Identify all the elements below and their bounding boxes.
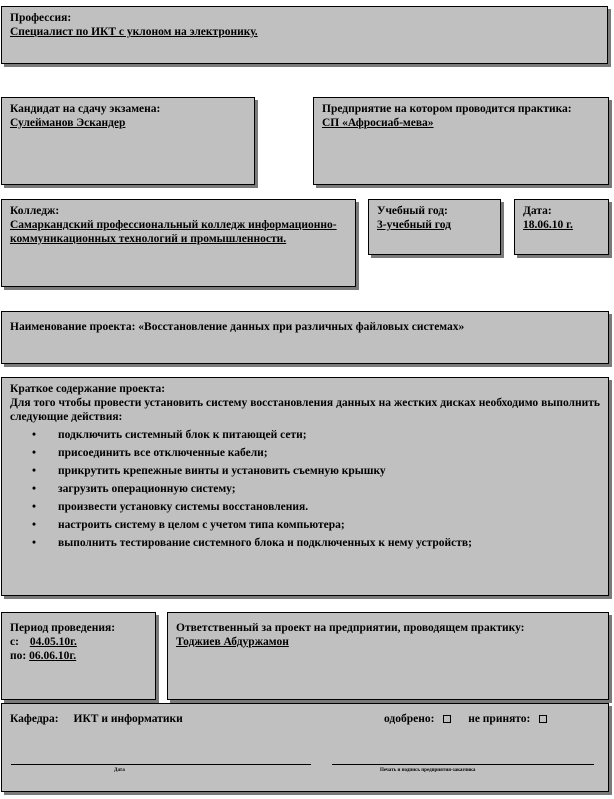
department-box [1, 703, 609, 792]
college-box [1, 199, 356, 287]
date-signature-line [11, 764, 311, 765]
candidate-value: Сулейманов Эскандер [10, 117, 126, 129]
responsible-value: Тоджиев Абдуржамон [176, 636, 289, 648]
approval-group [384, 712, 547, 726]
enterprise-label: Предприятие на котором проводится практика: [322, 103, 572, 115]
rejected-checkbox[interactable] [539, 715, 547, 723]
profession-box [1, 6, 608, 64]
summary-label: Краткое содержание проекта: [10, 383, 166, 395]
list-item: • произвести установку системы восстановления. [58, 498, 600, 516]
department-label: Кафедра: [10, 713, 59, 725]
date-value: 18.06.10 г. [523, 219, 573, 231]
college-value: Самаркандский профессиональный колледж информационно-коммуникационных технологий и промышленности. [10, 219, 337, 245]
academic-year-value: 3-учебный год [377, 219, 451, 231]
period-label: Период проведения: [10, 622, 116, 634]
list-item: • прикрутить крепежные винты и установить съемную крышку [58, 462, 600, 480]
period-box [1, 612, 156, 700]
project-name-box [1, 311, 609, 364]
date-label: Дата: [523, 205, 552, 217]
summary-list [10, 426, 600, 552]
approved-label: одобрено: [384, 713, 435, 725]
profession-label: Профессия: [10, 12, 72, 24]
project-name-label: Наименование проекта: [10, 321, 136, 333]
date-caption: Дата [114, 768, 125, 773]
list-item: • подключить системный блок к питающей сети; [58, 426, 600, 444]
candidate-box [1, 97, 255, 185]
summary-intro: Для того чтобы провести установить систему восстановления данных на жестких дисках необходимо выполнить следующие действия: [10, 397, 600, 423]
period-from-value: 04.05.10г. [29, 636, 77, 648]
summary-box [1, 377, 609, 596]
stamp-caption: Печать и подпись предприятия-заказчика [380, 768, 476, 773]
college-label: Колледж: [10, 205, 60, 217]
rejected-label: не принято: [468, 713, 531, 725]
profession-value: Специалист по ИКТ с уклоном на электронику. [10, 26, 258, 38]
period-to-label: по: [10, 650, 27, 662]
candidate-label: Кандидат на сдачу экзамена: [10, 103, 161, 115]
period-from-label: с: [10, 636, 19, 648]
academic-year-box [368, 199, 501, 255]
list-item: • присоединить все отключенные кабели; [58, 444, 600, 462]
responsible-label: Ответственный за проект на предприятии, проводящем практику: [176, 622, 525, 634]
list-item: • загрузить операционную систему; [58, 480, 600, 498]
responsible-box [167, 612, 609, 700]
department-value: ИКТ и информатики [73, 713, 183, 725]
academic-year-label: Учебный год: [377, 205, 448, 217]
period-to-value: 06.06.10г. [29, 650, 77, 662]
stamp-signature-line [332, 764, 594, 765]
list-item: • настроить систему в целом с учетом типа компьютера; [58, 516, 600, 534]
project-name-value: «Восстановление данных при различных файловых системах» [138, 321, 465, 333]
enterprise-box [313, 97, 609, 185]
date-box [514, 199, 609, 255]
list-item: • выполнить тестирование системного блока и подключенных к нему устройств; [58, 534, 600, 552]
enterprise-value: СП «Афросиаб-мева» [322, 117, 434, 129]
approved-checkbox[interactable] [443, 715, 451, 723]
